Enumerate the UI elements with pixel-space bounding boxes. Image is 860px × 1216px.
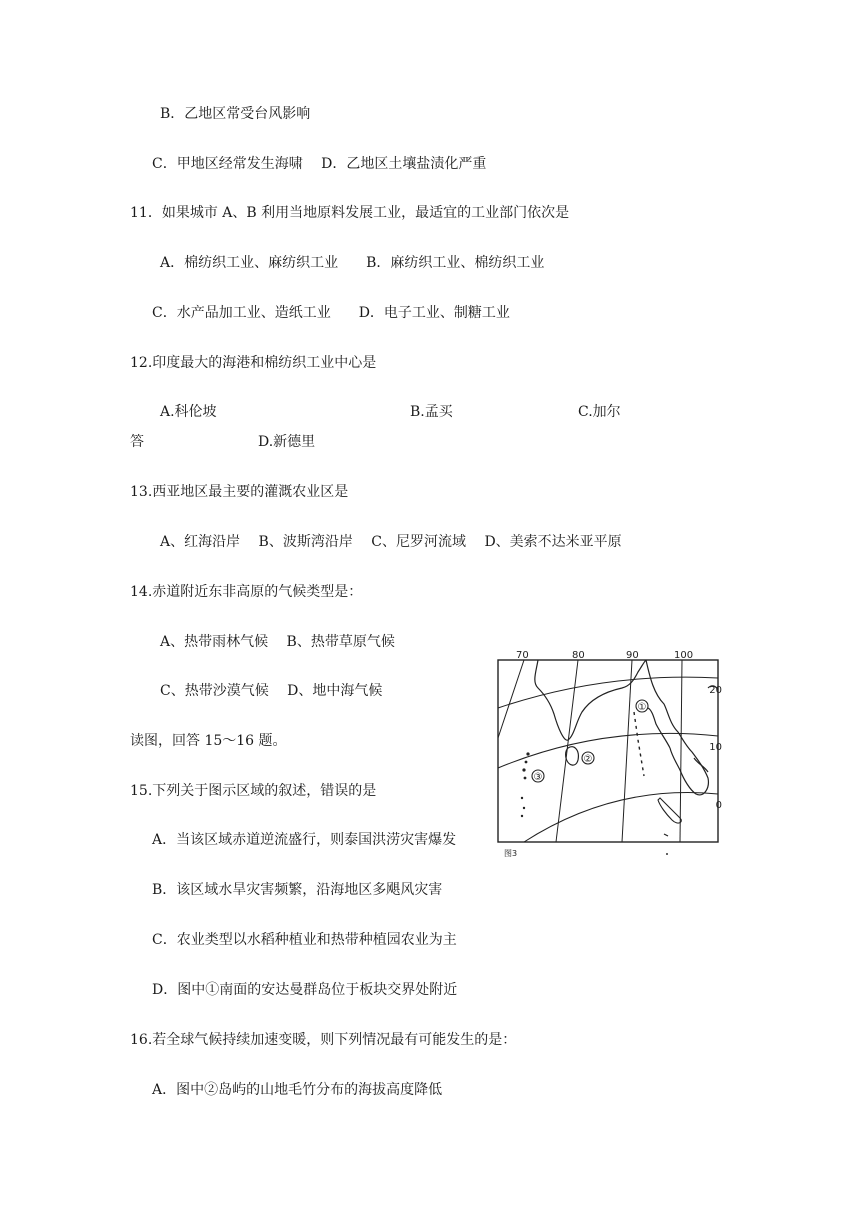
q12-option-c: C.加尔	[578, 404, 621, 420]
lat-label-10: 10	[709, 742, 722, 753]
q15-option-b: B．该区域水旱灾害频繁，沿海地区多飓风灾害	[152, 882, 443, 898]
map-caption: 图3	[504, 849, 518, 858]
q11-options-cd: C．水产品加工业、造纸工业 D．电子工业、制糖工业	[152, 305, 510, 321]
option-b-line: B．乙地区常受台风影响	[160, 106, 311, 122]
q16-option-a: A．图中②岛屿的山地毛竹分布的海拔高度降低	[152, 1082, 443, 1098]
option-cd-line: C．甲地区经常发生海啸 D．乙地区土壤盐渍化严重	[152, 156, 487, 172]
q12-option-a: A.科伦坡	[160, 404, 217, 420]
marker-3: ③	[533, 772, 543, 783]
q14-options-cd: C、热带沙漠气候 D、地中海气候	[160, 683, 383, 699]
read-map-instruction: 读图，回答 15～16 题。	[130, 733, 287, 749]
q12-option-d: D.新德里	[258, 434, 316, 450]
south-asia-map-figure	[494, 648, 726, 862]
lon-label-90: 90	[626, 650, 639, 661]
question-16: 16.若全球气候持续加速变暖，则下列情况最有可能发生的是：	[130, 1032, 517, 1048]
question-15: 15.下列关于图示区域的叙述，错误的是	[130, 783, 377, 799]
lat-label-0: 0	[715, 800, 722, 811]
question-11: 11．如果城市 A、B 利用当地原料发展工业，最适宜的工业部门依次是	[130, 205, 570, 221]
q15-option-a: A．当该区域赤道逆流盛行，则泰国洪涝灾害爆发	[152, 832, 457, 848]
lat-label-20: 20	[709, 685, 722, 696]
lon-label-100: 100	[674, 650, 694, 661]
map-svg	[494, 648, 726, 862]
q15-option-c: C．农业类型以水稻种植业和热带种植园农业为主	[152, 932, 457, 948]
q12-option-b: B.孟买	[410, 404, 453, 420]
q13-options: A、红海沿岸 B、波斯湾沿岸 C、尼罗河流域 D、美索不达米亚平原	[160, 534, 622, 550]
question-14: 14.赤道附近东非高原的气候类型是：	[130, 584, 363, 600]
q12-option-c-continued: 答	[130, 434, 144, 450]
marker-1: ①	[637, 702, 647, 713]
q11-options-ab: A．棉纺织工业、麻纺织工业 B．麻纺织工业、棉纺织工业	[160, 255, 545, 271]
q15-option-d: D．图中①南面的安达曼群岛位于板块交界处附近	[152, 982, 458, 998]
map-frame	[498, 660, 718, 842]
q14-options-ab: A、热带雨林气候 B、热带草原气候	[160, 634, 395, 650]
question-13: 13.西亚地区最主要的灌溉农业区是	[130, 484, 349, 500]
lon-label-80: 80	[572, 650, 585, 661]
marker-2: ②	[583, 754, 593, 765]
question-12: 12.印度最大的海港和棉纺织工业中心是	[130, 355, 377, 371]
lon-label-70: 70	[516, 650, 529, 661]
